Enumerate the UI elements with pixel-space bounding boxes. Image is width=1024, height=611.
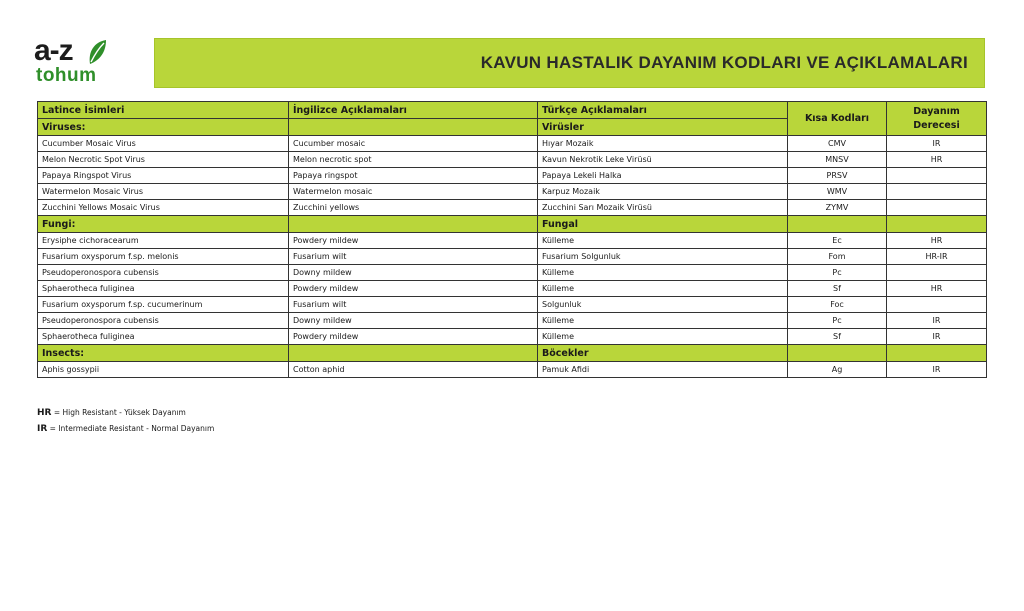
cell-english: Cotton aphid [289, 362, 538, 378]
logo-tohum-text: tohum [36, 65, 97, 86]
cell-english: Fusarium wilt [289, 297, 538, 313]
cell-code: Fom [788, 249, 887, 265]
cell-latin: Pseudoperonospora cubensis [38, 313, 289, 329]
table-row [38, 313, 987, 329]
table-row [38, 168, 987, 184]
page-title: KAVUN HASTALIK DAYANIM KODLARI VE AÇIKLAMALARI [480, 53, 968, 72]
section-label-english [289, 216, 538, 233]
section-label-english [289, 119, 538, 136]
resistance-table [37, 101, 987, 378]
cell-level [887, 297, 987, 313]
legend-text: = Intermediate Resistant - Normal Dayanım [47, 424, 215, 433]
cell-code: Pc [788, 313, 887, 329]
cell-code: PRSV [788, 168, 887, 184]
table-row [38, 233, 987, 249]
title-banner [154, 38, 985, 88]
cell-turkish: Külleme [538, 281, 788, 297]
cell-level: HR [887, 281, 987, 297]
section-empty-cell [788, 216, 887, 233]
table-row [38, 362, 987, 378]
cell-turkish: Zucchini Sarı Mozaik Virüsü [538, 200, 788, 216]
cell-level [887, 184, 987, 200]
section-empty-cell [887, 216, 987, 233]
cell-english: Melon necrotic spot [289, 152, 538, 168]
cell-code: Ag [788, 362, 887, 378]
cell-english: Powdery mildew [289, 329, 538, 345]
cell-english: Watermelon mosaic [289, 184, 538, 200]
cell-turkish: Papaya Lekeli Halka [538, 168, 788, 184]
cell-turkish: Külleme [538, 313, 788, 329]
cell-code: Ec [788, 233, 887, 249]
cell-english: Powdery mildew [289, 281, 538, 297]
section-label-latin: Insects: [38, 345, 289, 362]
cell-latin: Melon Necrotic Spot Virus [38, 152, 289, 168]
cell-level: HR [887, 152, 987, 168]
cell-english: Cucumber mosaic [289, 136, 538, 152]
legend-item [37, 421, 214, 437]
cell-level [887, 200, 987, 216]
cell-turkish: Kavun Nekrotik Leke Virüsü [538, 152, 788, 168]
section-label-turkish: Fungal [538, 216, 788, 233]
cell-latin: Fusarium oxysporum f.sp. melonis [38, 249, 289, 265]
cell-english: Papaya ringspot [289, 168, 538, 184]
cell-latin: Cucumber Mosaic Virus [38, 136, 289, 152]
cell-latin: Zucchini Yellows Mosaic Virus [38, 200, 289, 216]
section-empty-cell [887, 345, 987, 362]
cell-english: Zucchini yellows [289, 200, 538, 216]
section-label-latin: Fungi: [38, 216, 289, 233]
cell-level [887, 168, 987, 184]
section-label-english [289, 345, 538, 362]
table-row [38, 265, 987, 281]
cell-turkish: Külleme [538, 329, 788, 345]
col-header-turkish: Türkçe Açıklamaları [538, 102, 788, 119]
cell-code: CMV [788, 136, 887, 152]
col-header-level: Dayanım Derecesi [887, 102, 987, 136]
cell-level: HR-IR [887, 249, 987, 265]
section-row-fungi [38, 216, 987, 233]
legend-text: = High Resistant - Yüksek Dayanım [51, 408, 186, 417]
table-row [38, 152, 987, 168]
logo-az-text: a-z [34, 34, 73, 67]
cell-level [887, 265, 987, 281]
cell-latin: Aphis gossypii [38, 362, 289, 378]
col-header-code: Kısa Kodları [788, 102, 887, 136]
cell-code: WMV [788, 184, 887, 200]
table-header-row [38, 102, 987, 119]
cell-turkish: Hıyar Mozaik [538, 136, 788, 152]
cell-turkish: Pamuk Afidi [538, 362, 788, 378]
table-row [38, 329, 987, 345]
leaf-icon [86, 38, 108, 66]
cell-turkish: Külleme [538, 233, 788, 249]
cell-level: HR [887, 233, 987, 249]
cell-code: MNSV [788, 152, 887, 168]
section-label-latin: Viruses: [38, 119, 289, 136]
cell-english: Downy mildew [289, 265, 538, 281]
cell-level: IR [887, 313, 987, 329]
section-empty-cell [788, 345, 887, 362]
table-row [38, 281, 987, 297]
cell-turkish: Solgunluk [538, 297, 788, 313]
cell-code: Sf [788, 329, 887, 345]
legend-key: IR [37, 424, 48, 434]
cell-level: IR [887, 136, 987, 152]
cell-code: Foc [788, 297, 887, 313]
cell-level: IR [887, 329, 987, 345]
cell-latin: Erysiphe cichoracearum [38, 233, 289, 249]
table-row [38, 184, 987, 200]
cell-code: Pc [788, 265, 887, 281]
cell-turkish: Külleme [538, 265, 788, 281]
cell-latin: Papaya Ringspot Virus [38, 168, 289, 184]
table-row [38, 200, 987, 216]
legend-item [37, 405, 214, 421]
cell-latin: Watermelon Mosaic Virus [38, 184, 289, 200]
cell-latin: Pseudoperonospora cubensis [38, 265, 289, 281]
section-label-turkish: Böcekler [538, 345, 788, 362]
section-row-insects [38, 345, 987, 362]
cell-english: Fusarium wilt [289, 249, 538, 265]
legend-key: HR [37, 408, 52, 418]
brand-logo [34, 36, 106, 92]
cell-english: Downy mildew [289, 313, 538, 329]
col-header-english: İngilizce Açıklamaları [289, 102, 538, 119]
section-label-turkish: Virüsler [538, 119, 788, 136]
cell-code: Sf [788, 281, 887, 297]
cell-english: Powdery mildew [289, 233, 538, 249]
cell-turkish: Fusarium Solgunluk [538, 249, 788, 265]
table-row [38, 297, 987, 313]
col-header-latin: Latince İsimleri [38, 102, 289, 119]
cell-turkish: Karpuz Mozaik [538, 184, 788, 200]
legend [37, 405, 214, 437]
table-row [38, 136, 987, 152]
cell-level: IR [887, 362, 987, 378]
cell-latin: Sphaerotheca fuliginea [38, 329, 289, 345]
table-row [38, 249, 987, 265]
cell-latin: Fusarium oxysporum f.sp. cucumerinum [38, 297, 289, 313]
cell-latin: Sphaerotheca fuliginea [38, 281, 289, 297]
cell-code: ZYMV [788, 200, 887, 216]
